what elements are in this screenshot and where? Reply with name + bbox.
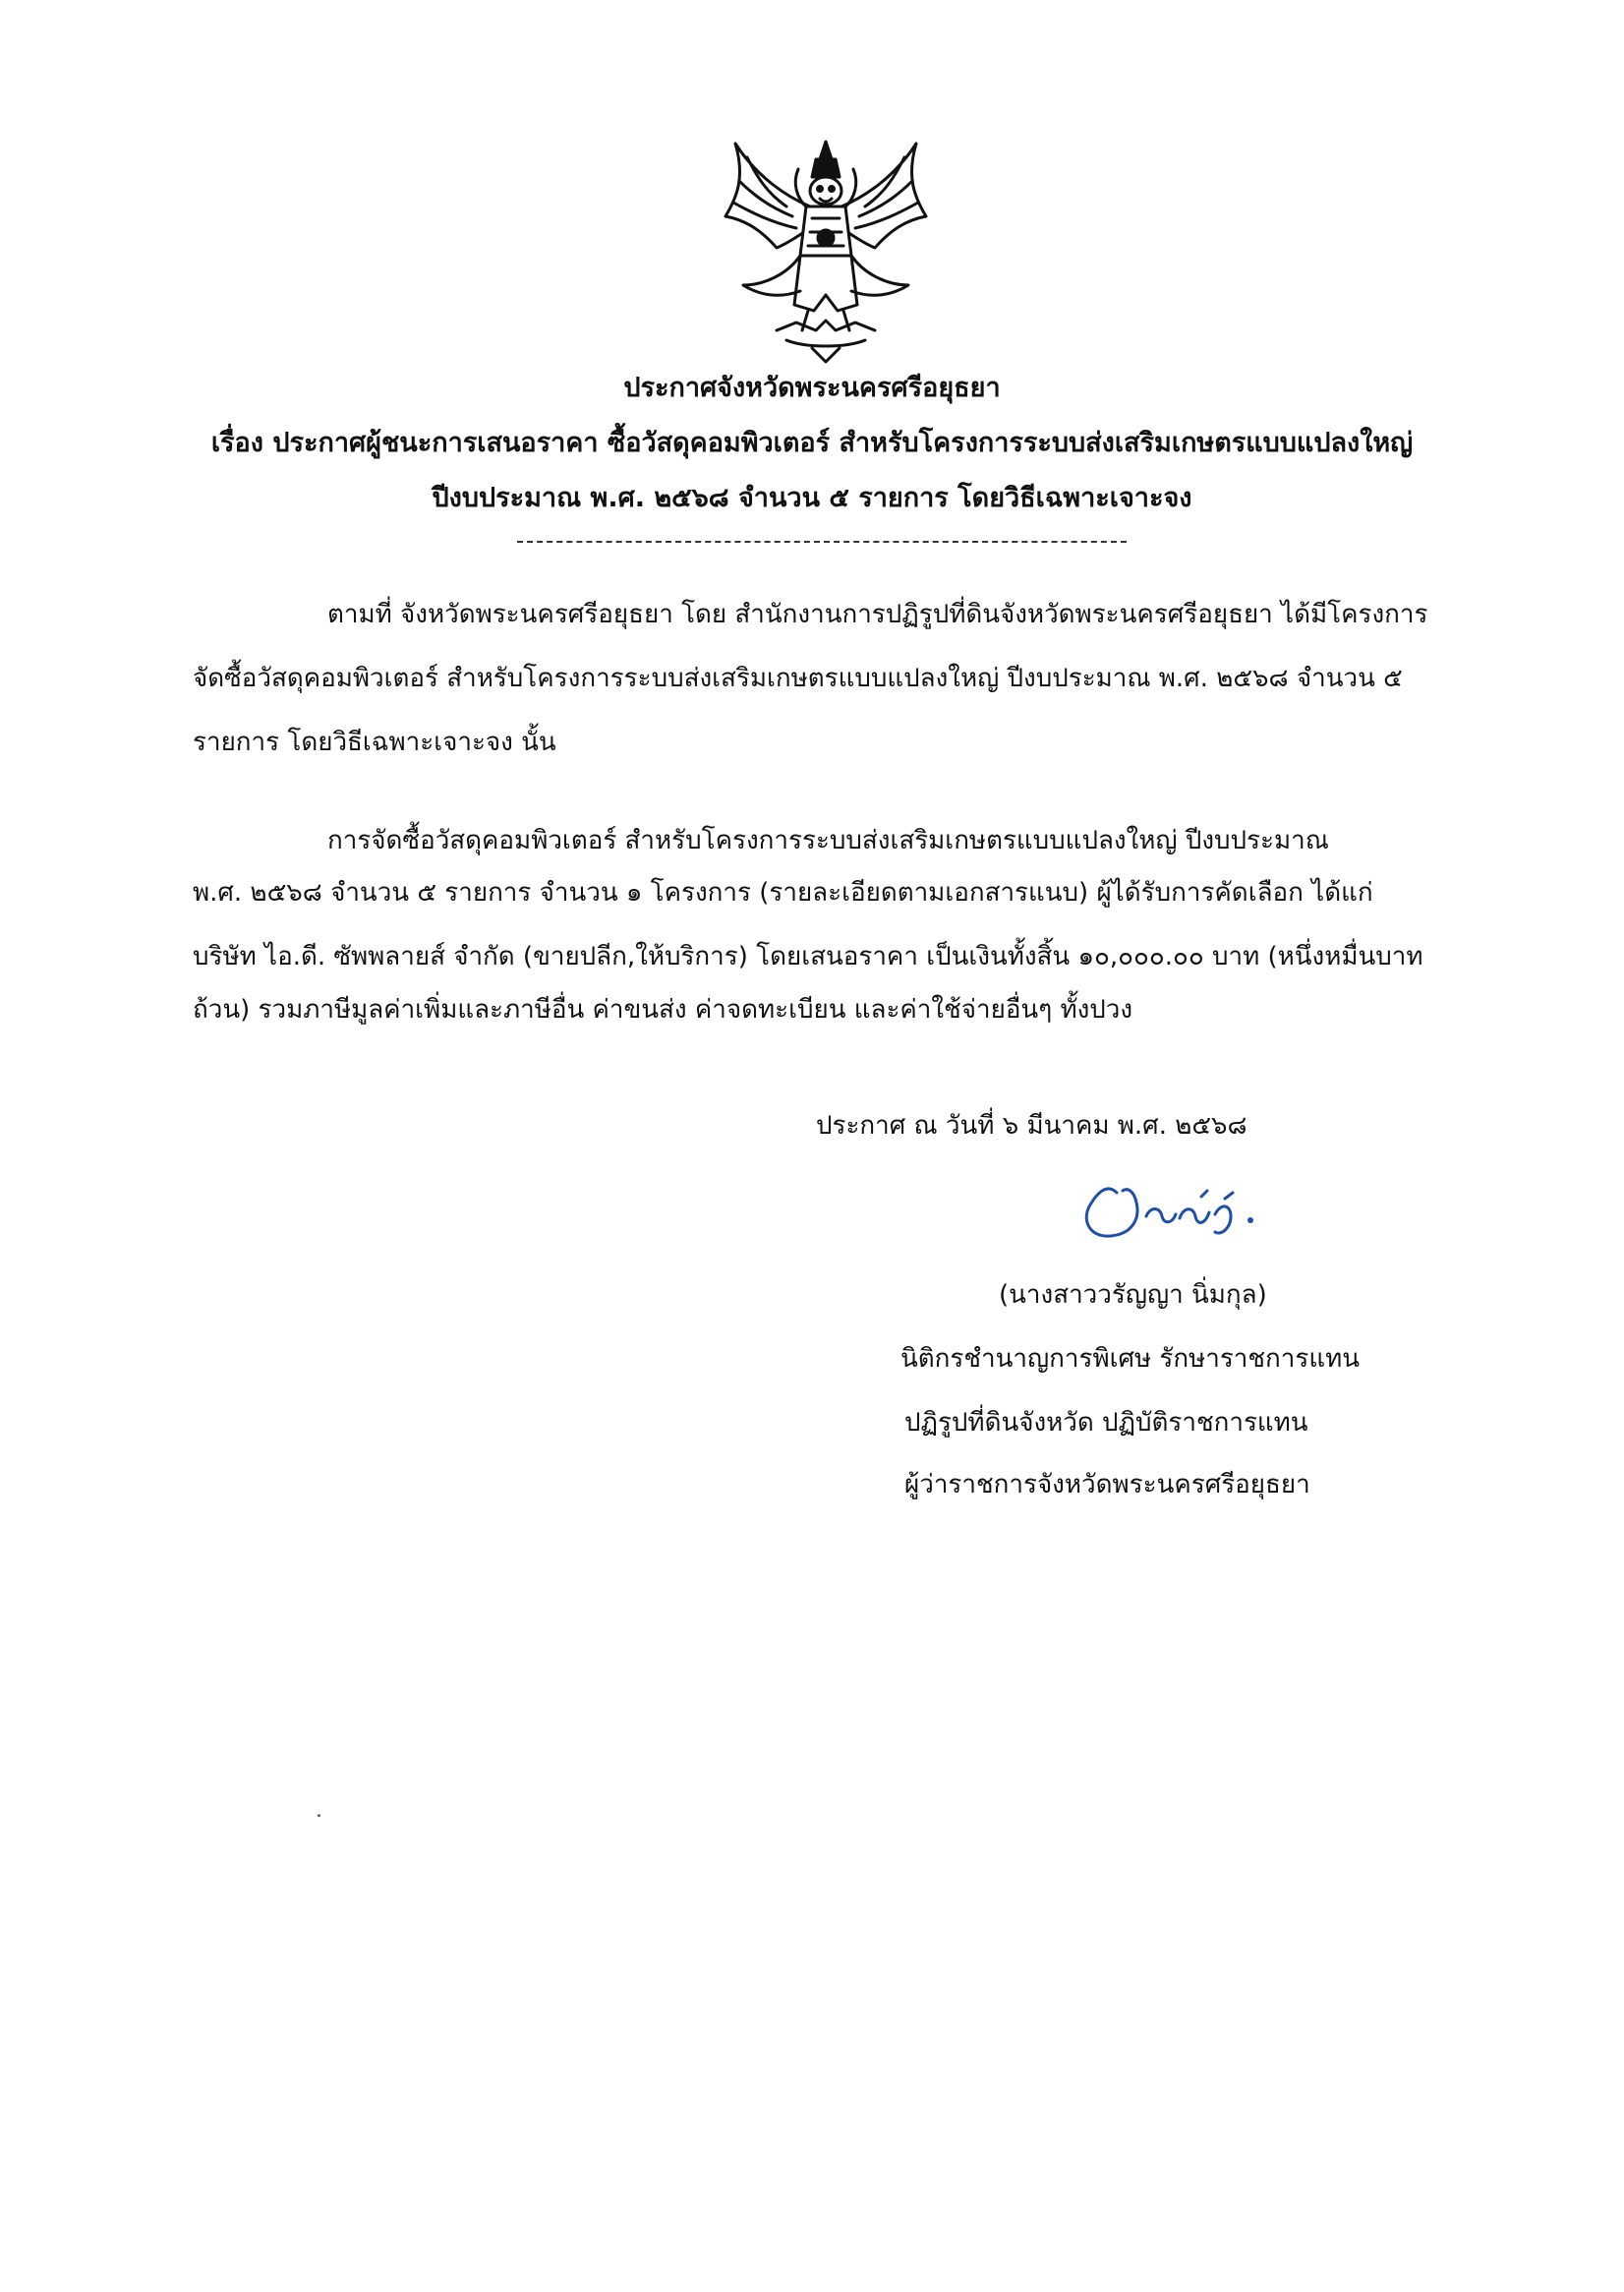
- announcement-date: ประกาศ ณ วันที่ ๖ มีนาคม พ.ศ. ๒๕๖๘: [816, 1111, 1247, 1141]
- paragraph1-line: ตามที่ จังหวัดพระนครศรีอยุธยา โดย สำนักงานการปฏิรูปที่ดินจังหวัดพระนครศรีอยุธยา ได้มีโครงการ: [327, 600, 1428, 629]
- paragraph2-line: ถ้วน) รวมภาษีมูลค่าเพิ่มและภาษีอื่น ค่าขนส่ง ค่าจดทะเบียน และค่าใช้จ่ายอื่นๆ ทั้งปวง: [193, 995, 1133, 1025]
- announcement-title: ประกาศจังหวัดพระนครศรีอยุธยา: [623, 373, 1001, 403]
- scan-speck: [318, 1814, 320, 1817]
- paragraph1-line: จัดซื้อวัสดุคอมพิวเตอร์ สำหรับโครงการระบบส่งเสริมเกษตรแบบแปลงใหญ่ ปีงบประมาณ พ.ศ. ๒๕๖๘ จำนวน ๕: [193, 664, 1403, 693]
- announcement-subject: เรื่อง ประกาศผู้ชนะการเสนอราคา ซื้อวัสดุคอมพิวเตอร์ สำหรับโครงการระบบส่งเสริมเกษตรแบบแปลงใหญ่: [210, 428, 1414, 458]
- garuda-emblem-icon: [718, 138, 934, 364]
- handwritten-signature: [1077, 1163, 1264, 1252]
- dashed-divider: [517, 541, 1127, 543]
- signatory-name: (นางสาววรัญญา นิ่มกุล): [999, 1280, 1267, 1310]
- announcement-subject-line2: ปีงบประมาณ พ.ศ. ๒๕๖๘ จำนวน ๕ รายการ โดยวิธีเฉพาะเจาะจง: [432, 483, 1192, 513]
- paragraph2-line: พ.ศ. ๒๕๖๘ จำนวน ๕ รายการ จำนวน ๑ โครงการ (รายละเอียดตามเอกสารแนบ) ผู้ได้รับการคัดเลือก ได้แก่: [193, 878, 1373, 908]
- paragraph2-line: การจัดซื้อวัสดุคอมพิวเตอร์ สำหรับโครงการระบบส่งเสริมเกษตรแบบแปลงใหญ่ ปีงบประมาณ: [327, 826, 1329, 855]
- signatory-position: ปฏิรูปที่ดินจังหวัด ปฏิบัติราชการแทน: [904, 1408, 1308, 1438]
- signatory-position: นิติกรชำนาญการพิเศษ รักษาราชการแทน: [900, 1344, 1361, 1374]
- signatory-position: ผู้ว่าราชการจังหวัดพระนครศรีอยุธยา: [904, 1470, 1310, 1499]
- paragraph2-line: บริษัท ไอ.ดี. ซัพพลายส์ จำกัด (ขายปลีก,ให้บริการ) โดยเสนอราคา เป็นเงินทั้งสิ้น ๑๐,๐๐๐.๐๐ บาท (หนึ่งหมื่นบาท: [193, 942, 1423, 971]
- paragraph1-line: รายการ โดยวิธีเฉพาะเจาะจง นั้น: [193, 728, 556, 757]
